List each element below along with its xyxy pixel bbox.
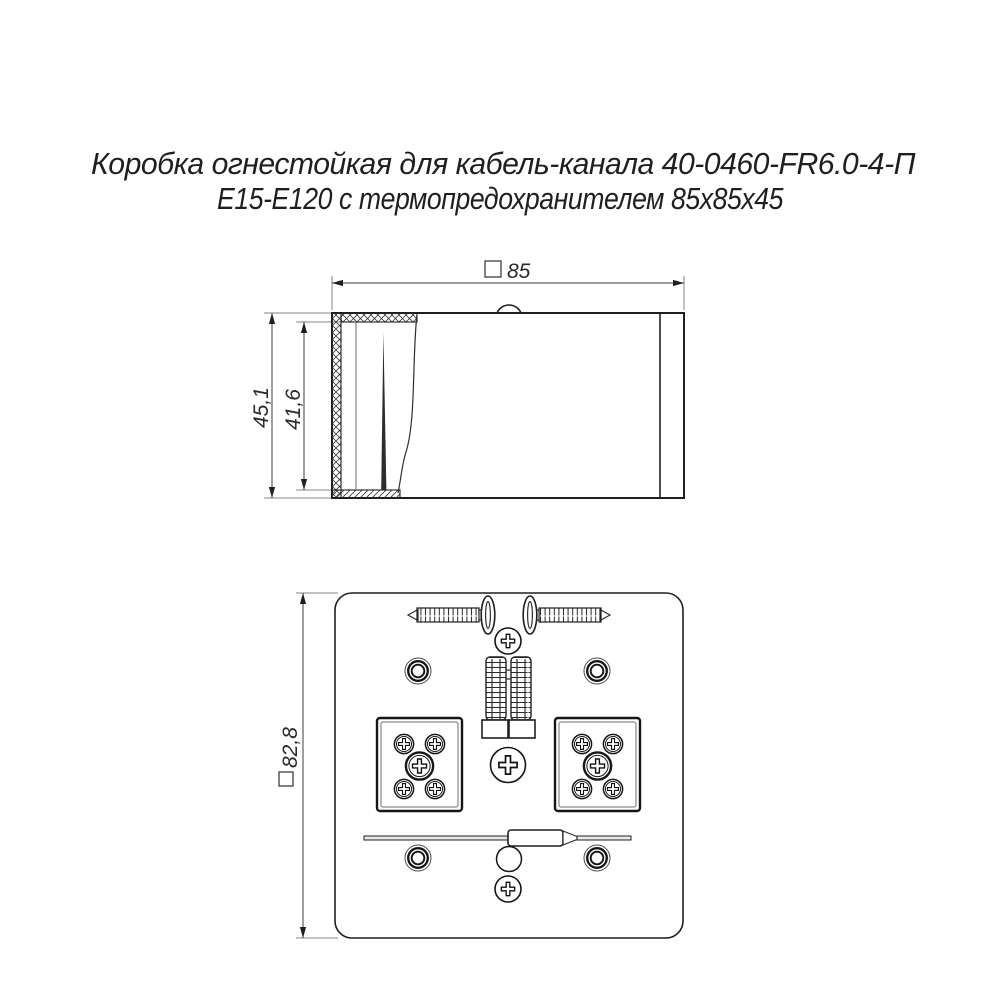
cable-entry-hole (497, 847, 522, 872)
dowel-connector (506, 670, 511, 679)
screw-thread (417, 608, 479, 622)
arrowhead-icon (300, 593, 306, 604)
hatch-strip-left (332, 313, 341, 498)
title-line-2: Е15-Е120 с термопредохранителем 85х85х45 (217, 181, 785, 216)
dowel-body (486, 657, 506, 720)
hatch-strip-top (341, 313, 417, 322)
dimension-width-85 (332, 260, 684, 310)
center-phillips-screw (491, 748, 526, 783)
terminal-screw (603, 734, 622, 753)
hatch-strip-bottom (332, 490, 400, 498)
terminal-screw (425, 779, 444, 798)
terminal-screw (603, 779, 622, 798)
terminal-screw (572, 734, 591, 753)
terminal-screw (425, 734, 444, 753)
arrowhead-icon (301, 479, 307, 490)
dimension-value: 82,8 (279, 727, 302, 768)
side-view (250, 260, 684, 498)
terminal-center-screw (584, 752, 611, 779)
fuse-lead-wire (364, 836, 631, 840)
screw-dome-bump (497, 305, 521, 313)
dimension-value: 45,1 (250, 387, 273, 428)
mounting-hole-bottom-right (584, 845, 610, 871)
dimension-value: 85 (507, 260, 531, 283)
arrowhead-icon (269, 487, 275, 498)
inner-pin (381, 332, 386, 490)
terminal-screw (394, 734, 413, 753)
mounting-hole-top-right (584, 658, 610, 684)
thermal-fuse (364, 830, 631, 846)
fuse-body (508, 830, 563, 846)
screw-thread (539, 608, 601, 622)
dimension-value: 41,6 (282, 389, 305, 430)
arrowhead-icon (301, 322, 307, 333)
terminal-block-left (377, 718, 462, 811)
phillips-screw-bottom (495, 876, 521, 902)
title-line-1: Коробка огнестойкая для кабель-канала 40-0460-FR6.0-4-П (91, 146, 917, 181)
box-body-section (332, 305, 684, 498)
arrowhead-icon (332, 280, 343, 286)
square-section-symbol-icon (279, 772, 293, 786)
square-section-symbol-icon (485, 261, 501, 277)
dowel-collar (482, 720, 508, 738)
mounting-hole-bottom-left (405, 845, 431, 871)
terminal-screw (572, 779, 591, 798)
terminal-center-screw (406, 752, 433, 779)
dimension-width-82-8 (279, 593, 338, 938)
mounting-screw-right (523, 596, 610, 634)
wall-dowel-left (482, 657, 508, 738)
dowel-collar (509, 720, 535, 738)
wall-dowel-right (509, 657, 535, 738)
bottom-view (279, 593, 683, 938)
arrowhead-icon (673, 280, 684, 286)
terminal-block-right (555, 718, 640, 811)
arrowhead-icon (269, 313, 275, 324)
fuse-body-taper (563, 831, 577, 845)
title-block (91, 146, 916, 216)
mounting-screw-left (408, 596, 495, 634)
break-line (398, 314, 417, 493)
arrowhead-icon (300, 927, 306, 938)
phillips-screw-top (495, 628, 521, 654)
mounting-hole-top-left (405, 658, 431, 684)
terminal-screw (394, 779, 413, 798)
dowel-body (511, 657, 531, 720)
hatched-seal-strips (332, 313, 417, 498)
